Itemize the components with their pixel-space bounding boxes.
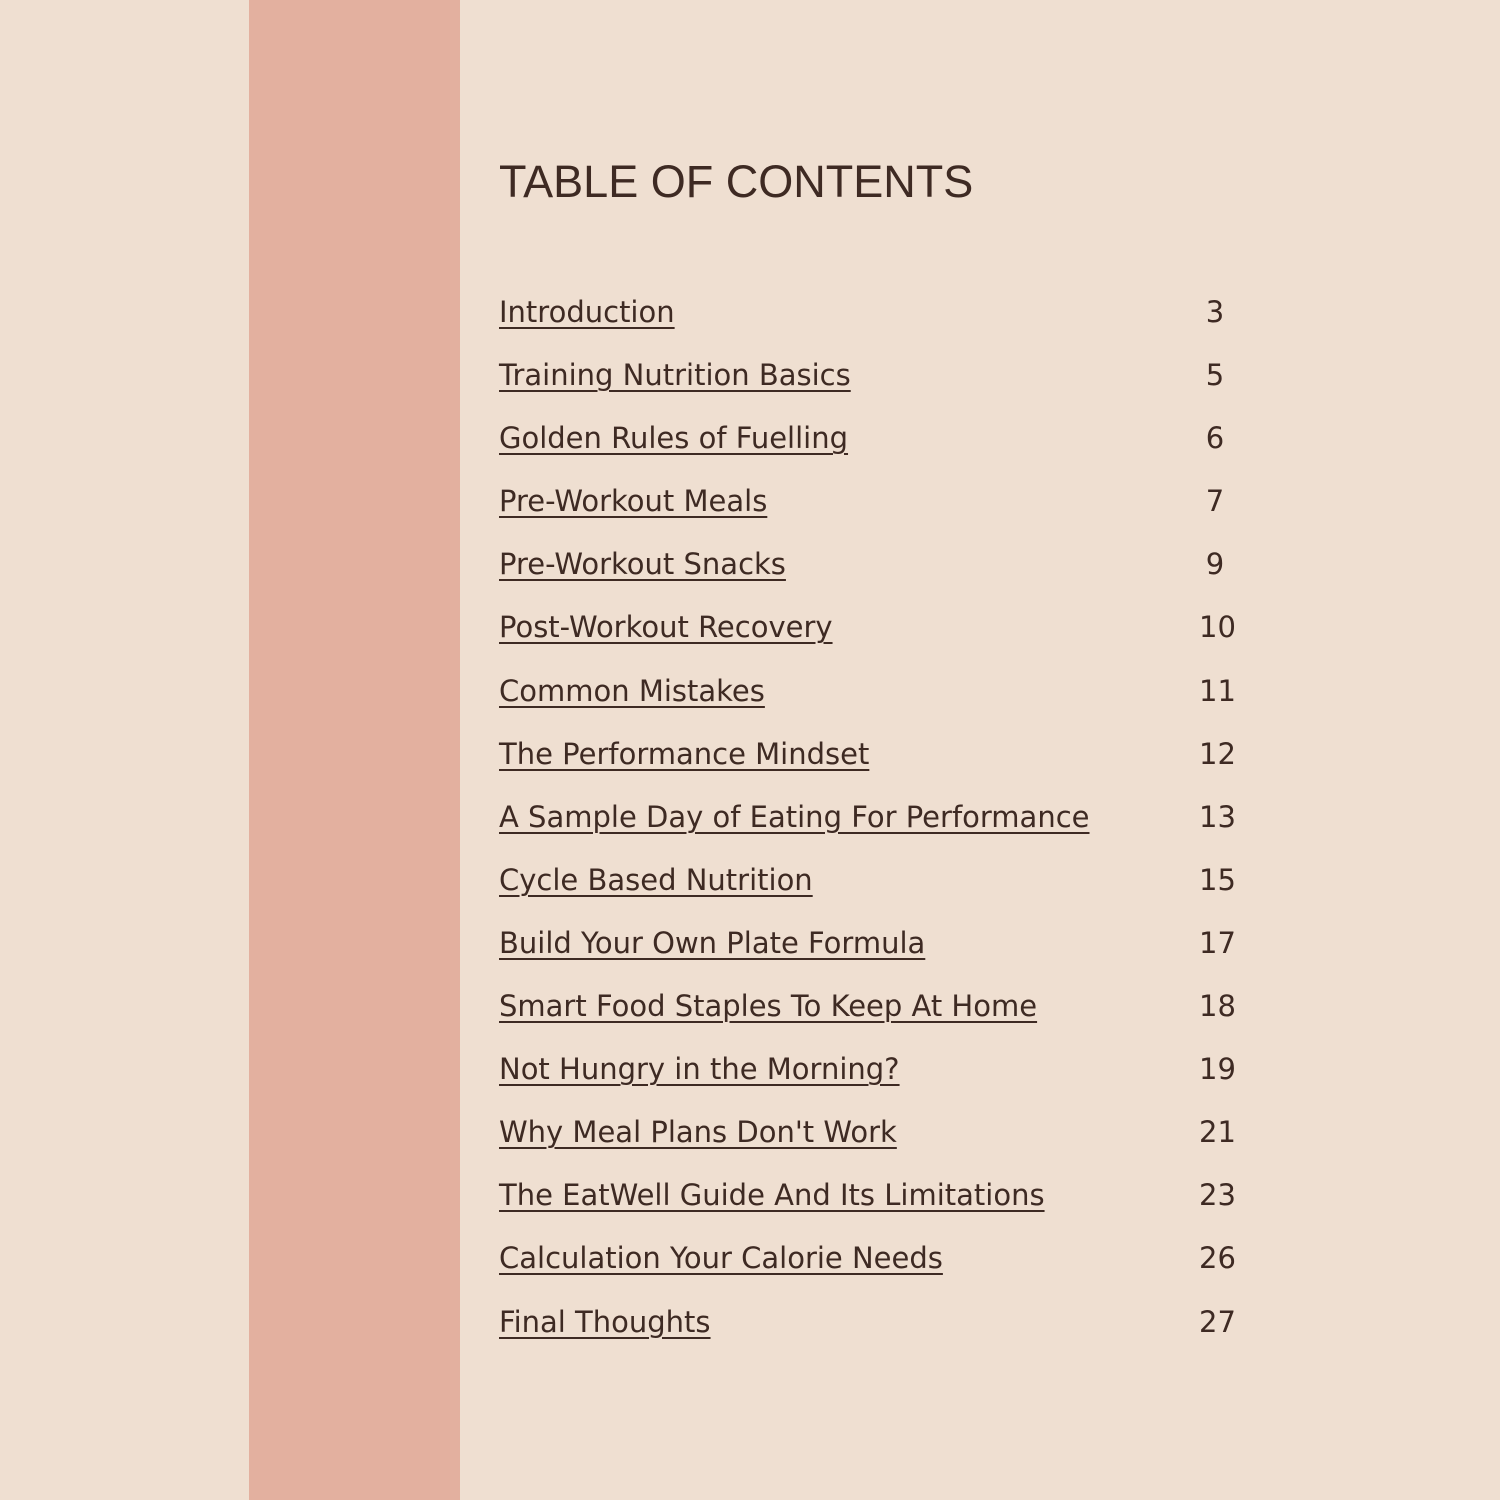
toc-page-number: 9 [1205, 547, 1225, 582]
toc-link-common-mistakes[interactable]: Common Mistakes [499, 673, 765, 708]
toc-link-cycle-based-nutrition[interactable]: Cycle Based Nutrition [499, 862, 813, 897]
toc-link-calorie-needs[interactable]: Calculation Your Calorie Needs [499, 1241, 943, 1276]
toc-link-introduction[interactable]: Introduction [499, 295, 675, 329]
toc-entry-not-hungry-in-the-morning [499, 1039, 1259, 1102]
toc-page-number: 15 [1199, 862, 1236, 897]
toc-entry-common-mistakes [499, 661, 1259, 724]
toc-page-number: 6 [1205, 421, 1225, 456]
toc-link-training-nutrition-basics[interactable]: Training Nutrition Basics [499, 358, 851, 393]
toc-entry-smart-food-staples [499, 976, 1259, 1039]
toc-entry-the-performance-mindset [499, 724, 1259, 787]
toc-page-number: 27 [1199, 1304, 1236, 1339]
toc-page-number: 3 [1205, 295, 1225, 329]
toc-link-smart-food-staples[interactable]: Smart Food Staples To Keep At Home [499, 989, 1038, 1024]
toc-entry-golden-rules-of-fuelling [499, 408, 1259, 471]
table-of-contents [499, 282, 1259, 1355]
toc-entry-introduction [499, 282, 1259, 345]
toc-link-not-hungry-in-the-morning[interactable]: Not Hungry in the Morning? [499, 1052, 900, 1087]
toc-page-number: 13 [1199, 799, 1236, 834]
toc-entry-calorie-needs [499, 1228, 1259, 1291]
toc-link-pre-workout-meals[interactable]: Pre-Workout Meals [499, 484, 768, 519]
toc-link-why-meal-plans-dont-work[interactable]: Why Meal Plans Don't Work [499, 1115, 897, 1150]
toc-entry-final-thoughts [499, 1292, 1259, 1355]
toc-page-number: 12 [1199, 736, 1236, 771]
toc-link-eatwell-guide[interactable]: The EatWell Guide And Its Limitations [499, 1178, 1045, 1213]
toc-page-number: 10 [1199, 610, 1236, 645]
toc-page-number: 26 [1199, 1241, 1236, 1276]
page-title: TABLE OF CONTENTS [499, 156, 974, 207]
toc-link-final-thoughts[interactable]: Final Thoughts [499, 1304, 711, 1339]
toc-page-number: 17 [1199, 925, 1236, 960]
toc-page-number: 5 [1205, 358, 1225, 393]
toc-page-number: 19 [1199, 1052, 1236, 1087]
toc-link-post-workout-recovery[interactable]: Post-Workout Recovery [499, 610, 833, 645]
toc-page-number: 11 [1199, 673, 1236, 708]
toc-entry-why-meal-plans-dont-work [499, 1102, 1259, 1165]
toc-link-pre-workout-snacks[interactable]: Pre-Workout Snacks [499, 547, 786, 582]
toc-entry-pre-workout-meals [499, 471, 1259, 534]
toc-link-the-performance-mindset[interactable]: The Performance Mindset [499, 736, 870, 771]
toc-page-number: 23 [1199, 1178, 1236, 1213]
toc-entry-sample-day-of-eating [499, 787, 1259, 850]
toc-page-number: 21 [1199, 1115, 1236, 1150]
toc-entry-training-nutrition-basics [499, 345, 1259, 408]
toc-entry-eatwell-guide [499, 1165, 1259, 1228]
toc-page-number: 7 [1205, 484, 1225, 519]
toc-link-build-your-own-plate[interactable]: Build Your Own Plate Formula [499, 925, 926, 960]
toc-entry-build-your-own-plate [499, 913, 1259, 976]
decorative-side-band [249, 0, 460, 1500]
toc-entry-cycle-based-nutrition [499, 850, 1259, 913]
toc-entry-post-workout-recovery [499, 597, 1259, 660]
toc-link-golden-rules-of-fuelling[interactable]: Golden Rules of Fuelling [499, 421, 849, 456]
toc-page-number: 18 [1199, 989, 1236, 1024]
toc-entry-pre-workout-snacks [499, 534, 1259, 597]
toc-link-sample-day-of-eating[interactable]: A Sample Day of Eating For Performance [499, 799, 1090, 834]
